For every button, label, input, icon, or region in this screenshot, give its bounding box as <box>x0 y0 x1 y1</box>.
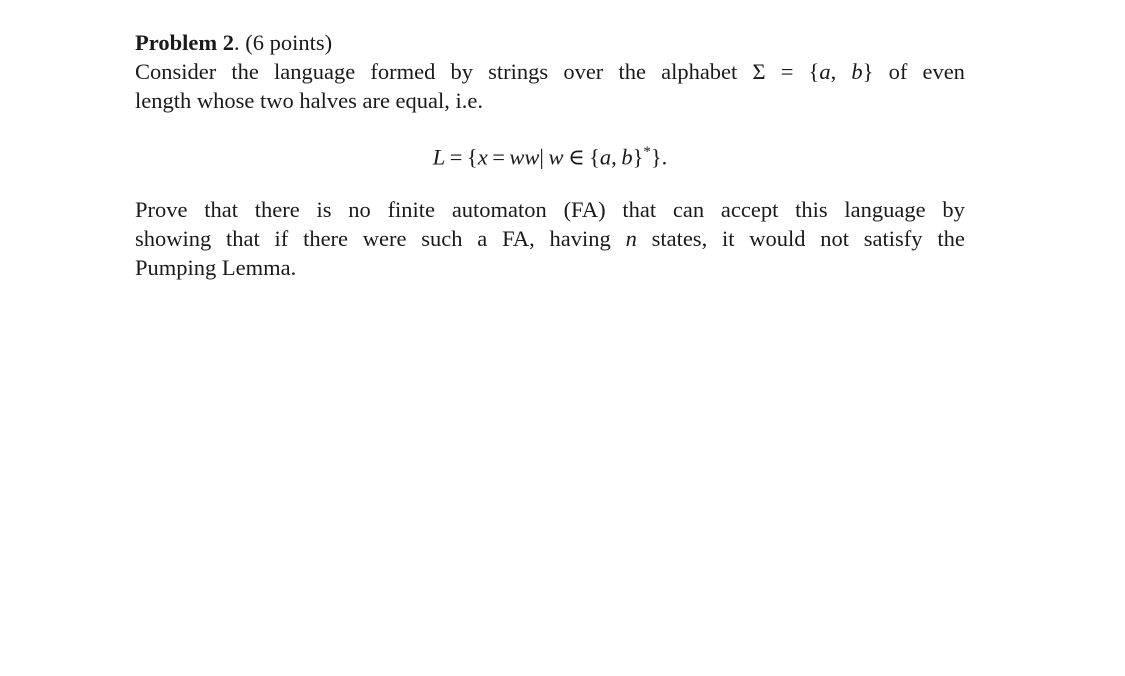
problem-statement <box>135 28 965 282</box>
display-equation: L = {x = ww| w ∈ {a, b}*}. <box>432 144 668 170</box>
intro-line-1: Consider the language formed by strings over the alphabet Σ = {a, b} of even <box>135 59 965 84</box>
problem-number: Problem 2 <box>135 30 234 55</box>
intro-line-2: length whose two halves are equal, i.e. <box>135 88 484 113</box>
prove-line-2: showing that if there were such a FA, having n states, it would not satisfy the <box>135 225 965 251</box>
prove-line-1: Prove that there is no finite automaton (FA) that can accept this language by <box>135 196 965 222</box>
problem-points: . (6 points) <box>233 30 333 55</box>
prove-line-3: Pumping Lemma. <box>135 254 297 280</box>
problem-heading <box>135 28 965 57</box>
